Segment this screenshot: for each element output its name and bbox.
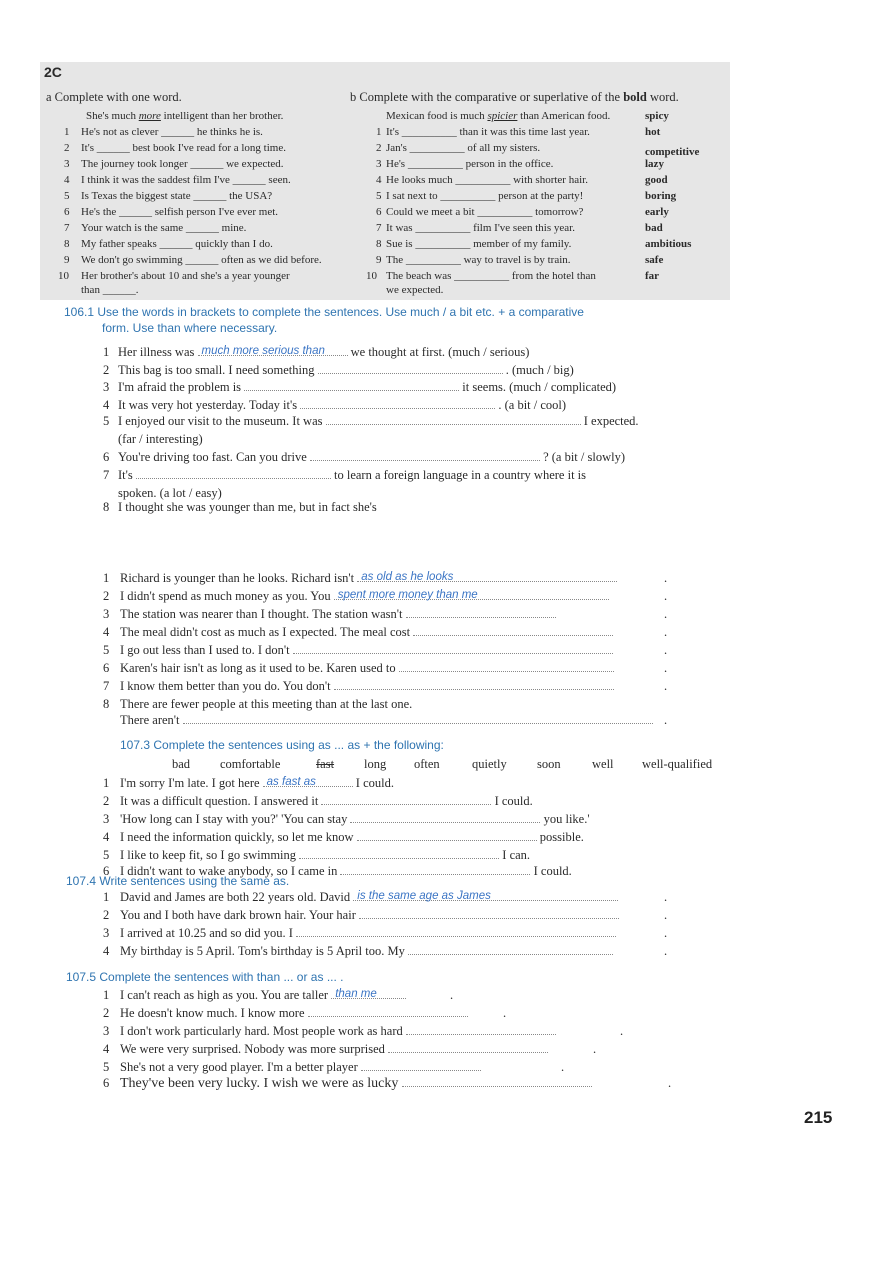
answer-blank[interactable] <box>334 679 614 690</box>
item-text: He looks much __________ with shorter hair. <box>386 174 588 186</box>
sentence-text-end: I could. <box>533 864 572 878</box>
bold-word: competitive <box>645 146 700 158</box>
ex-107-4-title: 107.4 Write sentences using the same as. <box>66 874 290 888</box>
sentence-text: It was a difficult question. I answered it <box>120 794 319 808</box>
handwritten-answer: than me <box>335 988 377 1000</box>
item-number: 6 <box>103 661 110 675</box>
item-number: 8 <box>103 697 110 711</box>
item-number: 3 <box>103 380 110 394</box>
bold-word: bad <box>645 222 663 234</box>
section-a-example: She's much more intelligent than her brother. <box>86 110 284 122</box>
item-number: 3 <box>103 926 110 940</box>
word-soon: soon <box>537 757 561 771</box>
sentence <box>120 812 590 827</box>
sentence-text-end: you like.' <box>543 812 590 826</box>
sentence-text: We were very surprised. Nobody was more surprised <box>120 1042 385 1056</box>
answer-blank[interactable] <box>198 345 348 356</box>
sentence <box>120 589 609 604</box>
sentence-text: (far / interesting) <box>118 432 203 446</box>
sentence <box>118 432 203 447</box>
item-number: 5 <box>103 848 110 862</box>
period: . <box>668 1076 672 1090</box>
sentence <box>120 679 614 694</box>
item-number: 1 <box>103 890 110 904</box>
sentence <box>120 607 556 622</box>
sentence-text: I can't reach as high as you. You are taller <box>120 988 329 1002</box>
item-number: 10 <box>366 270 377 282</box>
section-b-example: Mexican food is much spicier than American food. <box>386 110 611 122</box>
sentence-text: Richard is younger than he looks. Richard isn't <box>120 571 355 585</box>
sentence-text: My birthday is 5 April. Tom's birthday is 5 April too. My <box>120 944 405 958</box>
answer-blank[interactable] <box>406 607 556 618</box>
sentence <box>118 345 529 360</box>
item-number: 1 <box>64 126 70 138</box>
ex-106-1-title-cont: form. Use than where necessary. <box>102 321 278 335</box>
answer-blank[interactable] <box>293 643 613 654</box>
answer-blank[interactable] <box>321 794 491 805</box>
period: . <box>503 1006 507 1020</box>
sentence-text: There are fewer people at this meeting than at the last one. <box>120 697 413 711</box>
item-number: 4 <box>103 830 110 844</box>
item-number: 5 <box>103 1060 110 1074</box>
answer-blank[interactable] <box>244 380 459 391</box>
answer-blank[interactable] <box>413 625 613 636</box>
item-number: 3 <box>103 812 110 826</box>
item-number: 4 <box>103 944 110 958</box>
sentence-text: The station was nearer than I thought. The station wasn't <box>120 607 403 621</box>
item-number: 3 <box>103 607 110 621</box>
sentence-text: I need the information quickly, so let me know <box>120 830 354 844</box>
sentence <box>120 776 394 791</box>
item-number: 6 <box>103 450 110 464</box>
item-number: 5 <box>103 414 110 428</box>
item-number: 8 <box>64 238 70 250</box>
answer-blank[interactable] <box>263 776 353 787</box>
sentence-text: I like to keep fit, so I go swimming <box>120 848 297 862</box>
period: . <box>664 926 668 940</box>
sentence-text: The meal didn't cost as much as I expected. The meal cost <box>120 625 411 639</box>
item-number: 4 <box>103 1042 110 1056</box>
answer-blank[interactable] <box>318 363 503 374</box>
item-text: Her brother's about 10 and she's a year younger <box>81 270 290 282</box>
item-number: 9 <box>376 254 382 266</box>
period: . <box>664 908 668 922</box>
item-number: 1 <box>103 776 110 790</box>
item-number: 4 <box>64 174 70 186</box>
sentence-text: They've been very lucky. I wish we were as lucky <box>120 1076 399 1091</box>
item-number: 7 <box>376 222 382 234</box>
section-a-instruction: a Complete with one word. <box>46 90 182 104</box>
word-bad: bad <box>172 757 191 771</box>
item-number: 2 <box>103 794 110 808</box>
sentence-text-end: to learn a foreign language in a country where it is <box>334 468 587 482</box>
item-text: I sat next to __________ person at the party! <box>386 190 584 202</box>
item-text: The beach was __________ from the hotel than <box>386 270 596 282</box>
answer-blank[interactable] <box>399 661 614 672</box>
sentence <box>120 794 533 809</box>
item-text: He's not as clever ______ he thinks he is. <box>81 126 263 138</box>
sentence-text: spoken. (a lot / easy) <box>118 486 222 500</box>
item-text: Could we meet a bit __________ tomorrow? <box>386 206 584 218</box>
item-number: 1 <box>103 345 110 359</box>
sentence-text: David and James are both 22 years old. David <box>120 890 351 904</box>
answer-blank[interactable] <box>326 414 581 425</box>
sentence <box>120 1060 481 1075</box>
sentence-text: I'm sorry I'm late. I got here <box>120 776 260 790</box>
bold-word: safe <box>645 254 664 266</box>
period: . <box>620 1024 624 1038</box>
item-number: 1 <box>103 988 110 1002</box>
sentence-text: Her illness was <box>118 345 195 359</box>
answer-blank[interactable] <box>359 908 619 919</box>
sentence-text: I don't work particularly hard. Most people work as hard <box>120 1024 403 1038</box>
item-number: 7 <box>64 222 70 234</box>
period: . <box>664 679 668 693</box>
item-text: than ______. <box>81 284 139 296</box>
sentence <box>120 1006 468 1021</box>
sentence <box>120 571 617 586</box>
answer-blank[interactable] <box>331 988 406 999</box>
bold-word: hot <box>645 126 661 138</box>
item-number: 5 <box>103 643 110 657</box>
item-text: He's the ______ selfish person I've ever met. <box>81 206 279 218</box>
item-number: 4 <box>103 398 110 412</box>
sentence <box>118 450 625 465</box>
item-number: 2 <box>376 142 382 154</box>
sentence-text-end: I expected. <box>583 414 639 428</box>
item-text: It was __________ film I've seen this year. <box>386 222 575 234</box>
answer-blank[interactable] <box>357 830 537 841</box>
item-number: 3 <box>64 158 70 170</box>
sentence-text: I enjoyed our visit to the museum. It was <box>118 414 323 428</box>
item-number: 9 <box>64 254 70 266</box>
item-number: 7 <box>103 468 110 482</box>
item-number: 1 <box>103 571 110 585</box>
answer-blank[interactable] <box>300 398 495 409</box>
sentence-text-end: I could. <box>355 776 394 790</box>
handwritten-answer: is the same age as James <box>357 890 491 902</box>
sentence-text: I thought she was younger than me, but in fact she's <box>118 500 377 514</box>
item-text: It's __________ than it was this time last year. <box>386 126 590 138</box>
item-text: we expected. <box>386 284 444 296</box>
bold-word: boring <box>645 190 677 202</box>
sentence <box>118 363 574 378</box>
answer-blank[interactable] <box>299 848 499 859</box>
sentence-text: It's <box>118 468 133 482</box>
item-number: 6 <box>64 206 70 218</box>
item-number: 2 <box>103 589 110 603</box>
sentence-text-end: . (much / big) <box>505 363 574 377</box>
item-text: He's __________ person in the office. <box>386 158 554 170</box>
ex-106-1-title: 106.1 Use the words in brackets to complete the sentences. Use much / a bit etc. + a comparative <box>64 305 584 319</box>
sentence-text-end: I could. <box>494 794 533 808</box>
section-b-instruction: b Complete with the comparative or superlative of the bold word. <box>350 90 679 104</box>
sentence-text-end: it seems. (much / complicated) <box>462 380 617 394</box>
sentence-text: She's not a very good player. I'm a better player <box>120 1060 358 1074</box>
answer-blank[interactable] <box>402 1076 592 1087</box>
handwritten-answer: as fast as <box>266 776 316 788</box>
item-number: 2 <box>64 142 70 154</box>
section-b-example-word: spicy <box>645 110 669 122</box>
ex-107-5-title: 107.5 Complete the sentences with than ... or as ... . <box>66 970 344 984</box>
sentence-text: You're driving too fast. Can you drive <box>118 450 307 464</box>
bold-word: far <box>645 270 660 282</box>
item-number: 2 <box>103 363 110 377</box>
sentence-text: I know them better than you do. You don't <box>120 679 331 693</box>
item-text: Jan's __________ of all my sisters. <box>386 142 541 154</box>
sentence <box>120 643 613 658</box>
bold-word: good <box>645 174 668 186</box>
answer-blank[interactable] <box>361 1060 481 1071</box>
word-fast: fast <box>316 757 335 771</box>
item-number: 7 <box>103 679 110 693</box>
sentence <box>120 988 406 1003</box>
answer-blank[interactable] <box>408 944 613 955</box>
period: . <box>561 1060 565 1074</box>
period: . <box>664 661 668 675</box>
item-number: 3 <box>103 1024 110 1038</box>
sentence <box>118 380 616 395</box>
period: . <box>450 988 454 1002</box>
item-number: 8 <box>376 238 382 250</box>
sentence <box>120 944 613 959</box>
sentence-text-end: I can. <box>502 848 531 862</box>
item-number: 6 <box>103 1076 110 1090</box>
item-text: I think it was the saddest film I've ______ seen. <box>81 174 291 186</box>
sentence-text-end: ? (a bit / slowly) <box>543 450 625 464</box>
page-number: 215 <box>804 1108 833 1127</box>
word-long: long <box>364 757 387 771</box>
sentence <box>118 468 586 483</box>
sentence-text: I go out less than I used to. I don't <box>120 643 290 657</box>
sentence <box>120 926 616 941</box>
period: . <box>664 944 668 958</box>
item-number: 2 <box>103 1006 110 1020</box>
period: . <box>664 589 668 603</box>
answer-blank[interactable] <box>183 713 653 724</box>
sentence <box>120 848 530 863</box>
item-text: Your watch is the same ______ mine. <box>81 222 247 234</box>
sentence-text: This bag is too small. I need something <box>118 363 315 377</box>
sentence-text: There aren't <box>120 713 180 727</box>
sentence-text: I didn't spend as much money as you. You <box>120 589 331 603</box>
handwritten-answer: as old as he looks <box>361 571 454 583</box>
item-number: 6 <box>376 206 382 218</box>
word-well: well <box>592 757 614 771</box>
sentence-text: It was very hot yesterday. Today it's <box>118 398 298 412</box>
sentence <box>120 661 614 676</box>
sentence <box>118 414 639 429</box>
bold-word: ambitious <box>645 238 692 250</box>
bold-word: early <box>645 206 669 218</box>
sentence <box>120 697 412 712</box>
ex-107-3-title: 107.3 Complete the sentences using as ... as + the following: <box>120 738 444 752</box>
period: . <box>664 643 668 657</box>
sentence <box>120 1076 592 1092</box>
sentence <box>120 890 618 905</box>
item-text: My father speaks ______ quickly than I do. <box>81 238 273 250</box>
sentence-text: 'How long can I stay with you?' 'You can stay <box>120 812 348 826</box>
answer-blank[interactable] <box>310 450 540 461</box>
item-text: Sue is __________ member of my family. <box>386 238 572 250</box>
item-number: 1 <box>376 126 382 138</box>
item-number: 3 <box>376 158 382 170</box>
period: . <box>664 890 668 904</box>
handwritten-answer: spent more money than me <box>337 589 478 601</box>
sentence <box>118 486 222 501</box>
sentence-text-end: possible. <box>539 830 584 844</box>
item-number: 2 <box>103 908 110 922</box>
answer-blank[interactable] <box>357 571 617 582</box>
item-number: 6 <box>103 864 110 878</box>
item-text: The journey took longer ______ we expected. <box>81 158 284 170</box>
sentence <box>118 398 566 413</box>
word-well-qualified: well-qualified <box>642 757 713 771</box>
item-text: It's ______ best book I've read for a long time. <box>81 142 286 154</box>
sentence <box>120 713 653 728</box>
sentence-text: He doesn't know much. I know more <box>120 1006 305 1020</box>
item-number: 5 <box>64 190 70 202</box>
period: . <box>664 571 668 585</box>
item-number: 5 <box>376 190 382 202</box>
answer-blank[interactable] <box>136 468 331 479</box>
answer-blank[interactable] <box>406 1024 556 1035</box>
word-often: often <box>414 757 440 771</box>
sentence <box>120 1024 556 1039</box>
sentence-text: I arrived at 10.25 and so did you. I <box>120 926 293 940</box>
item-number: 10 <box>58 270 69 282</box>
item-text: The __________ way to travel is by train. <box>386 254 571 266</box>
sentence-text-end: . (a bit / cool) <box>498 398 567 412</box>
word-comfortable: comfortable <box>220 757 281 771</box>
sentence-text: I didn't want to wake anybody, so I came in <box>120 864 338 878</box>
answer-blank[interactable] <box>353 890 618 901</box>
answer-blank[interactable] <box>388 1042 548 1053</box>
sentence <box>120 1042 548 1057</box>
sentence <box>120 625 613 640</box>
sentence-text: Karen's hair isn't as long as it used to be. Karen used to <box>120 661 396 675</box>
sentence-text: I'm afraid the problem is <box>118 380 242 394</box>
sentence-text: You and I both have dark brown hair. Your hair <box>120 908 356 922</box>
answer-blank[interactable] <box>296 926 616 937</box>
answer-blank[interactable] <box>340 864 530 875</box>
item-number: 8 <box>103 500 110 514</box>
item-number: 4 <box>376 174 382 186</box>
word-quietly: quietly <box>472 757 507 771</box>
sentence <box>120 908 619 923</box>
answer-blank[interactable] <box>334 589 609 600</box>
period: . <box>593 1042 597 1056</box>
sentence <box>120 830 584 845</box>
section-2c-label: 2C <box>44 64 62 80</box>
bold-word: lazy <box>645 158 664 170</box>
sentence <box>118 500 377 515</box>
handwritten-answer: much more serious than <box>201 345 325 357</box>
item-text: Is Texas the biggest state ______ the USA? <box>81 190 273 202</box>
sentence-text-end: we thought at first. (much / serious) <box>350 345 530 359</box>
period: . <box>664 607 668 621</box>
period: . <box>664 625 668 639</box>
item-number: 4 <box>103 625 110 639</box>
answer-blank[interactable] <box>350 812 540 823</box>
answer-blank[interactable] <box>308 1006 468 1017</box>
period: . <box>664 713 668 727</box>
item-text: We don't go swimming ______ often as we did before. <box>81 254 322 266</box>
